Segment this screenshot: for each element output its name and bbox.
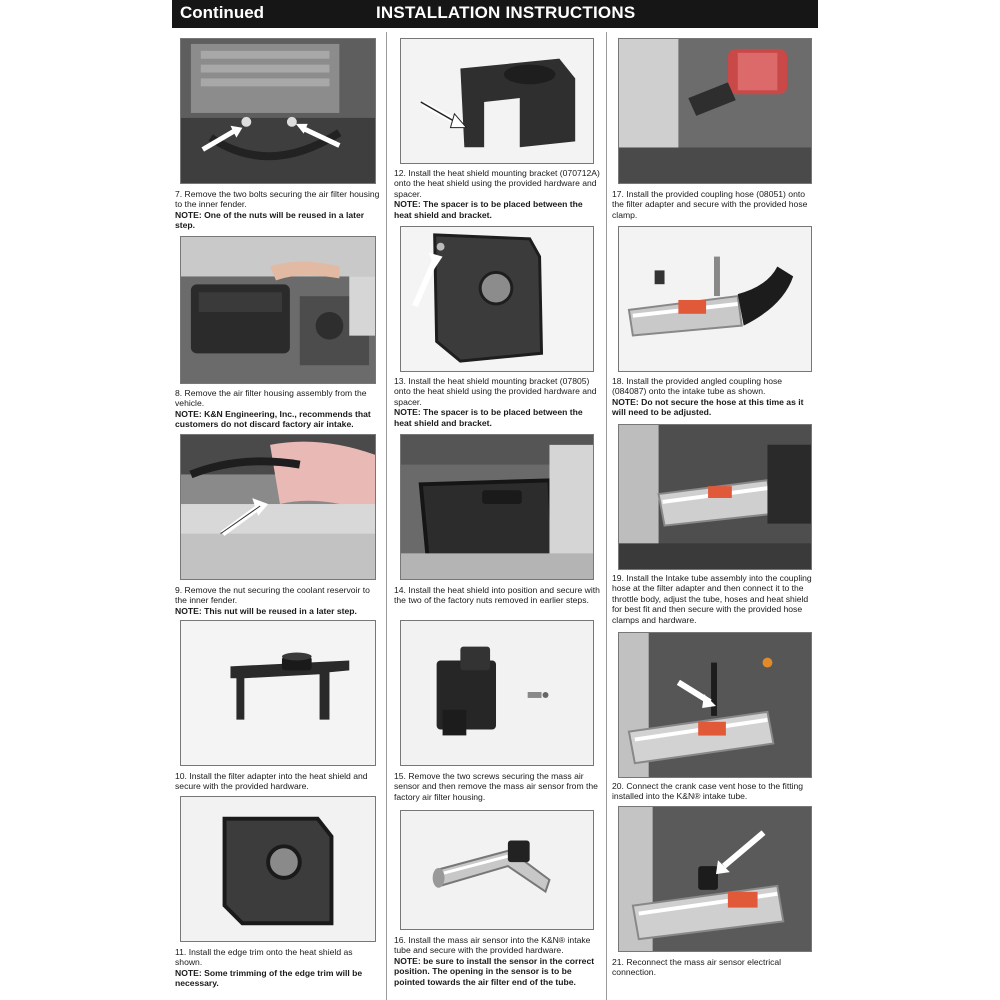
step-16-note: NOTE: be sure to install the sensor in the correct position. The opening in the sensor is to be pointed towards the air filter end of the tube. bbox=[394, 955, 595, 987]
step-21-photo bbox=[618, 806, 812, 952]
step-17-text: 17. Install the provided coupling hose (08051) onto the filter adapter and secure with the provided hose clamp. bbox=[612, 189, 808, 220]
step-9-note: NOTE: This nut will be reused in a later step. bbox=[175, 605, 357, 616]
step-20-photo bbox=[618, 632, 812, 778]
column-divider bbox=[606, 32, 607, 1000]
step-12-caption bbox=[394, 168, 600, 220]
step-10-text: 10. Install the filter adapter into the heat shield and secure with the provided hardware. bbox=[175, 771, 368, 792]
step-13-note: NOTE: The spacer is to be placed between the heat shield and bracket. bbox=[394, 407, 583, 428]
step-15-text: 15. Remove the two screws securing the mass air sensor and then remove the mass air sensor from the factory air filter housing. bbox=[394, 771, 598, 802]
header-bar bbox=[172, 0, 818, 28]
step-7-note: NOTE: One of the nuts will be reused in a later step. bbox=[175, 209, 365, 231]
step-19-caption bbox=[612, 573, 818, 625]
step-13-photo bbox=[400, 226, 594, 372]
step-15-caption bbox=[394, 771, 600, 802]
step-12-note: NOTE: The spacer is to be placed between the heat shield and bracket. bbox=[394, 199, 583, 220]
step-13-text: 13. Install the heat shield mounting bracket (07805) onto the heat shield using the provided hardware and spacer. bbox=[394, 376, 597, 407]
step-20-caption bbox=[612, 781, 818, 802]
step-16-text: 16. Install the mass air sensor into the K&N® intake tube and secure with the provided hardware. bbox=[394, 935, 591, 956]
step-14-photo bbox=[400, 434, 594, 580]
step-7-photo bbox=[180, 38, 376, 184]
step-8-photo bbox=[180, 236, 376, 384]
step-16-photo bbox=[400, 810, 594, 930]
step-9-text: 9. Remove the nut securing the coolant reservoir to the inner fender. bbox=[175, 585, 370, 606]
step-18-photo bbox=[618, 226, 812, 372]
step-21-text: 21. Reconnect the mass air sensor electrical connection. bbox=[612, 957, 782, 978]
step-12-photo bbox=[400, 38, 594, 164]
step-18-note: NOTE: Do not secure the hose at this time as it will need to be adjusted. bbox=[612, 396, 804, 418]
step-8-text: 8. Remove the air filter housing assembly from the vehicle. bbox=[175, 388, 367, 409]
step-10-caption bbox=[175, 771, 380, 792]
continued-label: Continued bbox=[180, 3, 265, 22]
step-18-caption bbox=[612, 376, 818, 418]
step-10-photo bbox=[180, 620, 376, 766]
column-divider bbox=[386, 32, 387, 1000]
step-7-caption bbox=[175, 189, 380, 231]
step-11-text: 11. Install the edge trim onto the heat shield as shown. bbox=[175, 947, 353, 968]
step-12-text: 12. Install the heat shield mounting bracket (070712A) onto the heat shield using the provided hardware and spacer. bbox=[394, 168, 600, 199]
step-19-photo bbox=[618, 424, 812, 570]
step-13-caption bbox=[394, 376, 600, 428]
step-17-photo bbox=[618, 38, 812, 184]
step-11-caption bbox=[175, 947, 380, 989]
step-11-photo bbox=[180, 796, 376, 942]
step-17-caption bbox=[612, 189, 818, 220]
step-9-photo bbox=[180, 434, 376, 580]
step-21-caption bbox=[612, 957, 818, 978]
step-20-text: 20. Connect the crank case vent hose to the fitting installed into the K&N® intake tube. bbox=[612, 781, 804, 802]
page-title: INSTALLATION INSTRUCTIONS bbox=[376, 3, 636, 22]
step-16-caption bbox=[394, 935, 600, 987]
step-9-caption bbox=[175, 585, 380, 616]
step-18-text: 18. Install the provided angled coupling hose (084087) onto the intake tube as shown. bbox=[612, 376, 783, 397]
step-15-photo bbox=[400, 620, 594, 766]
step-7-text: 7. Remove the two bolts securing the air filter housing to the inner fender. bbox=[175, 189, 380, 210]
step-14-caption bbox=[394, 585, 600, 606]
step-8-caption bbox=[175, 388, 380, 430]
step-8-note: NOTE: K&N Engineering, Inc., recommends that customers do not discard factory air intake. bbox=[175, 408, 371, 430]
step-11-note: NOTE: Some trimming of the edge trim will be necessary. bbox=[175, 967, 363, 989]
step-19-text: 19. Install the Intake tube assembly into the coupling hose at the filter adapter and then connect it to the throttle body, adjust the tube, hoses and heat shield for best fit and then secure with the provided hose clamps and hardware. bbox=[612, 573, 812, 625]
step-14-text: 14. Install the heat shield into position and secure with the two of the factory nuts removed in earlier steps. bbox=[394, 585, 600, 606]
